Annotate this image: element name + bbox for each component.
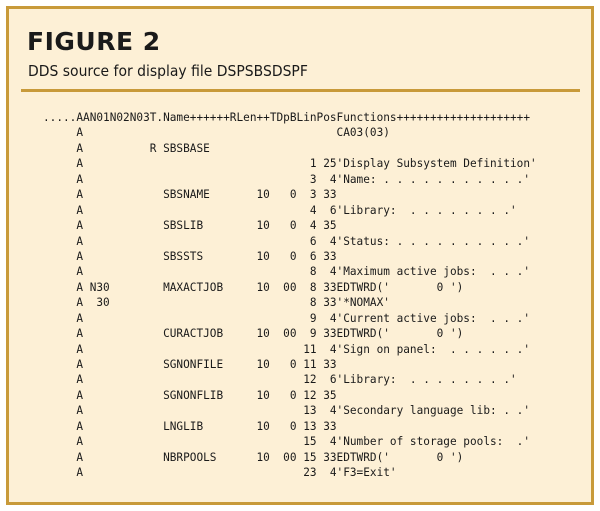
code-line: A NBRPOOLS 10 00 15 33EDTWRD(' 0 ') [43, 450, 464, 464]
code-line: A 9 4'Current active jobs: . . .' [43, 311, 531, 325]
code-line: A SGNONFLIB 10 0 12 35 [43, 388, 337, 402]
code-line: A R SBSBASE [43, 141, 210, 155]
code-line: A SBSLIB 10 0 4 35 [43, 219, 337, 233]
code-line: A 15 4'Number of storage pools: .' [43, 435, 531, 449]
code-line: A 1 25'Display Subsystem Definition' [43, 157, 537, 171]
code-line: A 12 6'Library: . . . . . . . .' [43, 373, 517, 387]
code-line: A 6 4'Status: . . . . . . . . . .' [43, 234, 531, 248]
code-line: A 11 4'Sign on panel: . . . . . .' [43, 342, 531, 356]
code-line: A SGNONFILE 10 0 11 33 [43, 358, 337, 371]
code-line: A CURACTJOB 10 00 9 33EDTWRD(' 0 ') [43, 327, 464, 341]
code-line: A SBSSTS 10 0 6 33 [43, 249, 337, 263]
figure-title: FIGURE 2 [27, 27, 161, 56]
dds-source-code [43, 110, 537, 481]
figure-caption: DDS source for display file DSPSBSDSPF [28, 62, 308, 80]
code-line: A CA03(03) [43, 126, 390, 140]
code-line: A 8 4'Maximum active jobs: . . .' [43, 265, 531, 279]
code-line: A N30 MAXACTJOB 10 00 8 33EDTWRD(' 0 ') [43, 280, 464, 294]
code-line: A SBSNAME 10 0 3 33 [43, 188, 337, 202]
code-line: A 30 8 33'*NOMAX' [43, 296, 390, 310]
figure-panel [6, 6, 594, 505]
code-line: A LNGLIB 10 0 13 33 [43, 419, 337, 433]
caption-divider [21, 89, 580, 92]
code-ruler-line: .....AAN01N02N03T.Name++++++RLen++TDpBLinPosFunctions++++++++++++++++++++ [43, 111, 531, 124]
code-line: A 4 6'Library: . . . . . . . .' [43, 203, 517, 217]
code-line: A 13 4'Secondary language lib: . .' [43, 404, 531, 418]
code-line: A 23 4'F3=Exit' [43, 466, 397, 480]
code-line: A 3 4'Name: . . . . . . . . . . .' [43, 172, 531, 186]
